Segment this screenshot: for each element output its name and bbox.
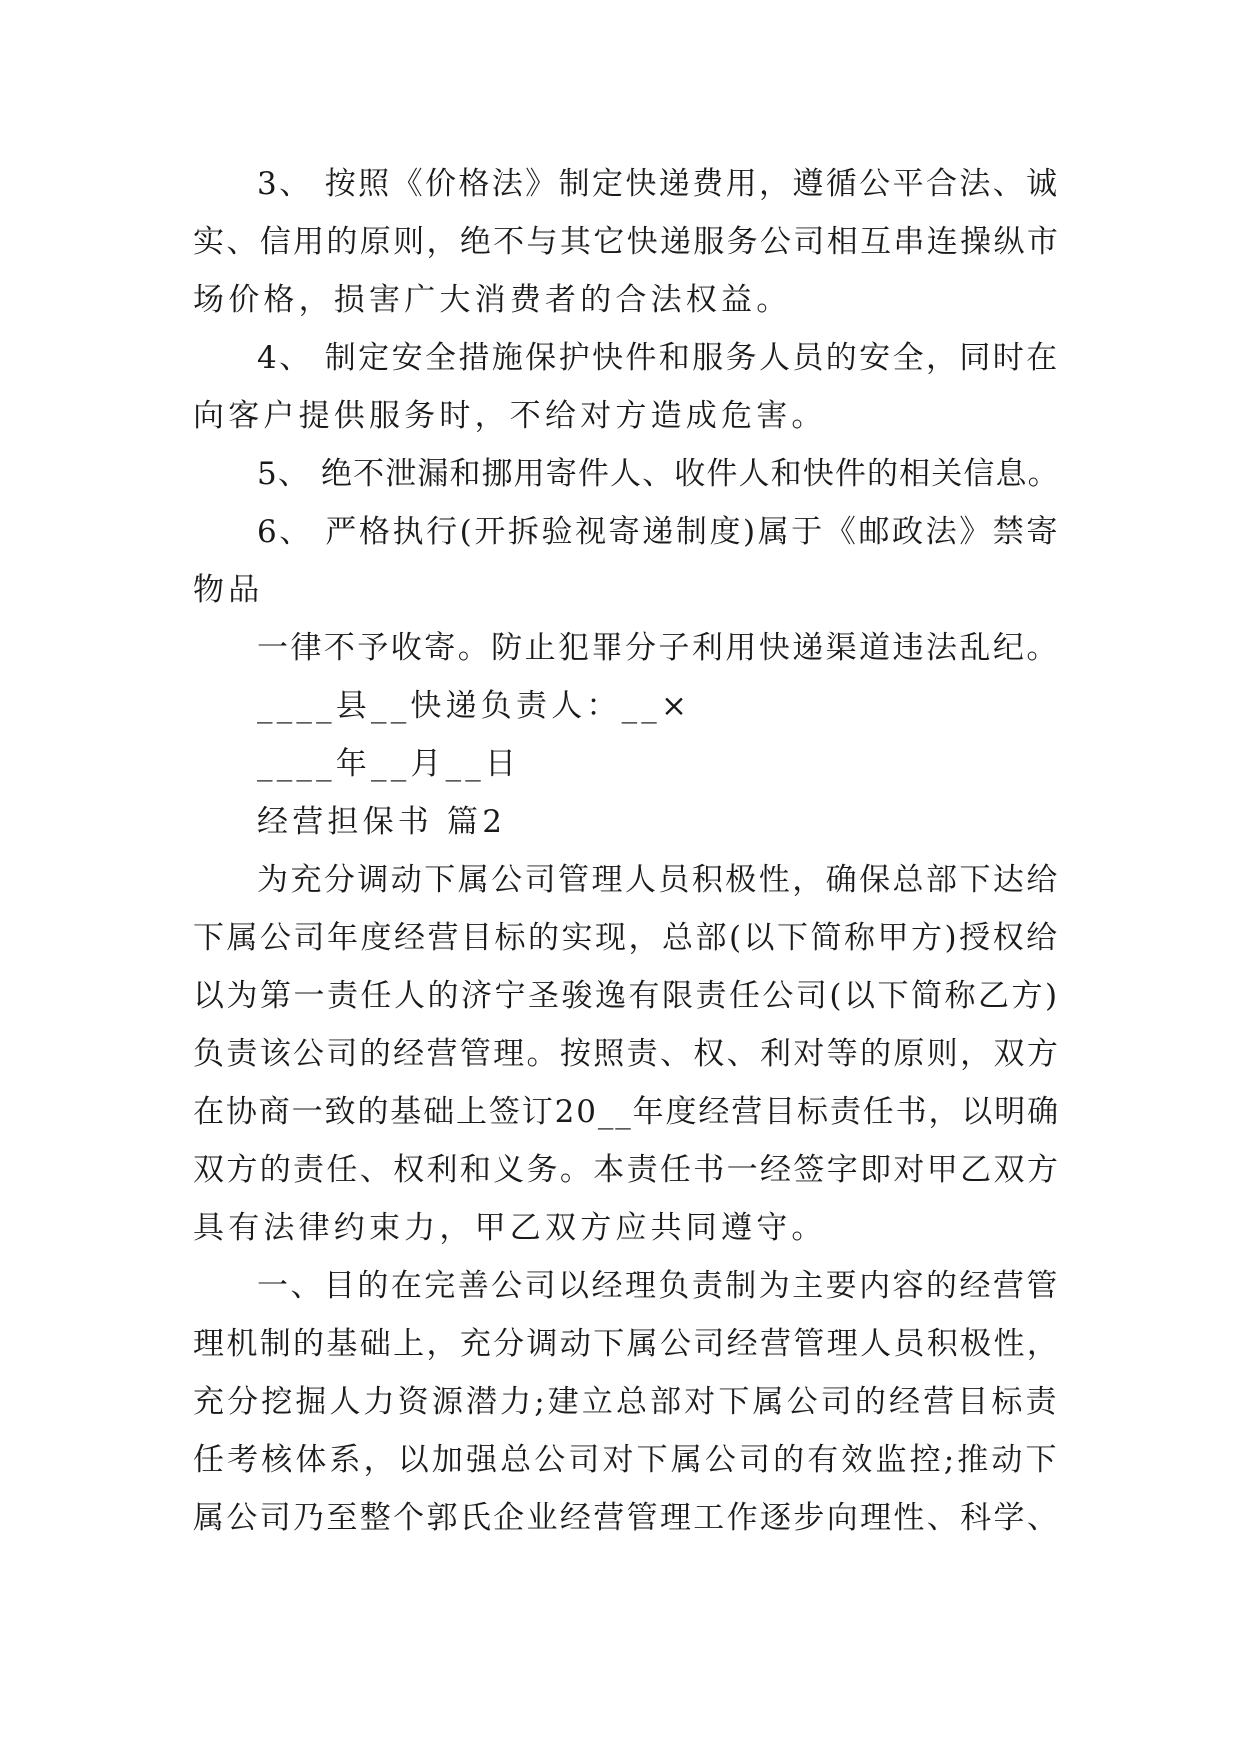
text-line: 3、 按照《价格法》制定快递费用，遵循公平合法、诚 [257, 166, 1060, 202]
signature-line: ____县__快递负责人：__× [257, 688, 692, 724]
text-line: 场价格，损害广大消费者的合法权益。 [193, 282, 792, 318]
text-line: 5、 绝不泄漏和挪用寄件人、收件人和快件的相关信息。 [257, 456, 1060, 492]
text-line: 实、信用的原则，绝不与其它快递服务公司相互串连操纵市 [193, 224, 1061, 260]
text-line: 双方的责任、权利和义务。本责任书一经签字即对甲乙双方 [193, 1152, 1061, 1188]
text-line: 以为第一责任人的济宁圣骏逸有限责任公司(以下简称乙方) [193, 978, 1060, 1014]
text-line: 理机制的基础上，充分调动下属公司经营管理人员积极性， [193, 1326, 1061, 1362]
text-line: 充分挖掘人力资源潜力;建立总部对下属公司的经营目标责 [193, 1384, 1060, 1420]
text-line: 属公司乃至整个郭氏企业经营管理工作逐步向理性、科学、 [193, 1500, 1061, 1536]
text-line: 6、 严格执行(开拆验视寄递制度)属于《邮政法》禁寄 [257, 514, 1060, 550]
text-line: 一、目的在完善公司以经理负责制为主要内容的经营管 [257, 1268, 1060, 1304]
text-line: 为充分调动下属公司管理人员积极性，确保总部下达给 [257, 862, 1060, 898]
text-line: 4、 制定安全措施保护快件和服务人员的安全，同时在 [257, 340, 1060, 376]
text-line: 任考核体系，以加强总公司对下属公司的有效监控;推动下 [193, 1442, 1060, 1478]
text-line: 向客户提供服务时，不给对方造成危害。 [193, 398, 827, 434]
section-heading: 经营担保书 篇2 [257, 804, 507, 840]
text-line: 一律不予收寄。防止犯罪分子利用快递渠道违法乱纪。 [257, 630, 1060, 666]
text-line: 在协商一致的基础上签订20__年度经营目标责任书，以明确 [193, 1094, 1061, 1130]
text-line: 具有法律约束力，甲乙双方应共同遵守。 [193, 1210, 827, 1246]
date-line: ____年__月__日 [257, 746, 521, 782]
text-line: 负责该公司的经营管理。按照责、权、利对等的原则，双方 [193, 1036, 1061, 1072]
text-line: 下属公司年度经营目标的实现，总部(以下简称甲方)授权给 [193, 920, 1060, 956]
text-line: 物品 [193, 572, 264, 608]
